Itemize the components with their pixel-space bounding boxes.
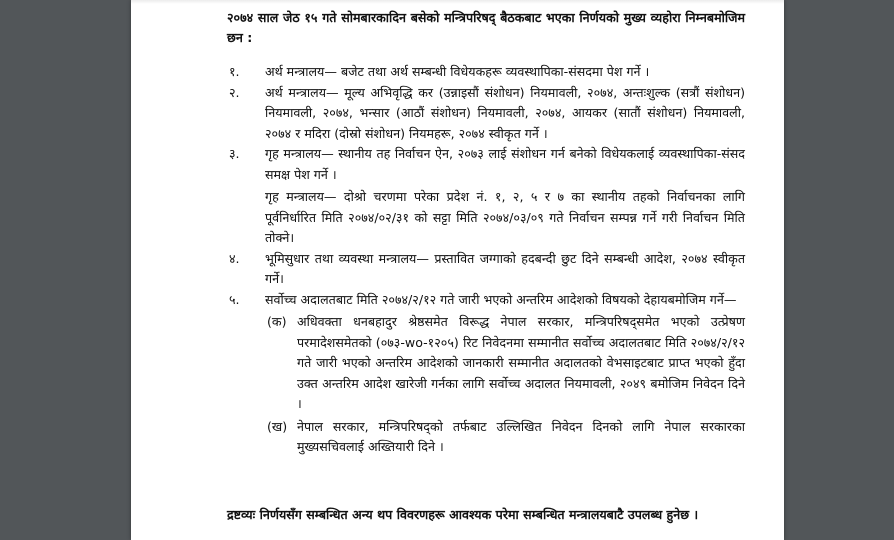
item-number: ५. [229, 291, 240, 307]
item-text: गृह मन्त्रालय— दोश्रो चरणमा परेका प्रदेश नं. १, २, ५ र ७ का स्थानीय तहको निर्वाचनका लागि पूर्वनिर्धारित मिति २०७४/०२/३१ को सट्टा मिति २०७४/०३/०९ गते निर्वाचन सम्पन्न गर्ने गरी निर्वाचन मिति तोक्ने। [265, 189, 745, 245]
decision-item-1 [227, 62, 745, 83]
item-text: अर्थ मन्त्रालय— मूल्य अभिवृद्धि कर (उन्नाइसौं संशोधन) नियमावली, २०७४, अन्तःशुल्क (सत्रौं संशोधन) नियमावली, २०७४, भन्सार (आठौं संशोधन) नियमावली, २०७४, आयकर (सातौं संशोधन) नियमावली, २०७४ र मदिरा (दोस्रो संशोधन) नियमहरू, २०७४ स्वीकृत गर्ने । [265, 84, 745, 141]
document-page [131, 0, 784, 540]
item-number: २. [229, 84, 240, 100]
sub-item-text: नेपाल सरकार, मन्त्रिपरिषद्को तर्फबाट उल्लिखित निवेदन दिनको लागि नेपाल सरकारका मुख्यसचिवलाई अख्तियारी दिने । [297, 418, 745, 454]
decision-item-5 [227, 290, 745, 460]
sub-item-kha [267, 417, 745, 458]
footnote: द्रष्टव्यः निर्णयसँग सम्बन्धित अन्य थप विवरणहरू आवश्यक परेमा सम्बन्धित मन्त्रालयबाटै उपलब्ध हुनेछ । [227, 506, 699, 522]
decision-list [227, 62, 745, 460]
sub-item-list [265, 312, 745, 458]
sub-item-text: अधिवक्ता धनबहादुर श्रेष्ठसमेत विरूद्ध नेपाल सरकार, मन्त्रिपरिषद्समेत भएको उत्प्रेषण परमादेशसमेतको (०७३-wo-१२०५) रिट निवेदनमा सम्मानीत सर्वोच्च अदालतबाट मिति २०७४/२/१२ गते जारी भएको अन्तरिम आदेशको जानकारी सम्मानीत अदालतको वेभसाइटबाट प्राप्त भएको हुँदा उक्त अन्तरिम आदेश खारेजी गर्नका लागि सर्वोच्च अदालत नियमावली, २०४९ बमोजिम निवेदन दिने । [297, 314, 745, 411]
item-text: सर्वोच्च अदालतबाट मिति २०७४/२/१२ गते जारी भएको अन्तरिम आदेशको विषयको देहायबमोजिम गर्ने— [265, 291, 737, 307]
item-number: ४. [229, 250, 240, 266]
item-text: अर्थ मन्त्रालय— बजेट तथा अर्थ सम्बन्धी विधेयकहरू व्यवस्थापिका-संसदमा पेश गर्ने । [265, 64, 650, 79]
item-number: १. [229, 64, 240, 79]
decision-item-3 [227, 144, 745, 249]
document-content [227, 8, 745, 460]
decision-item-2 [227, 83, 745, 145]
document-heading: २०७४ साल जेठ १५ गते सोमबारकादिन बसेको मन्त्रिपरिषद् बैठकबाट भएका निर्णयको मुख्य व्यहोरा निम्नबमोजिम छन : [227, 10, 745, 45]
decision-item-4 [227, 249, 745, 290]
item-text: भूमिसुधार तथा व्यवस्था मन्त्रालय— प्रस्तावित जग्गाको हदबन्दी छुट दिने सम्बन्धी आदेश, २०७४ स्वीकृत गर्ने। [265, 250, 745, 286]
sub-item-label: (क) [267, 314, 287, 329]
sub-item-ka [267, 312, 745, 415]
item-text: गृह मन्त्रालय— स्थानीय तह निर्वाचन ऐन, २०७३ लाई संशोधन गर्न बनेको विधेयकलाई व्यवस्थापिका-संसद समक्ष पेश गर्ने । [265, 146, 745, 182]
item-number: ३. [229, 146, 240, 161]
sub-item-label: (ख) [267, 418, 288, 434]
